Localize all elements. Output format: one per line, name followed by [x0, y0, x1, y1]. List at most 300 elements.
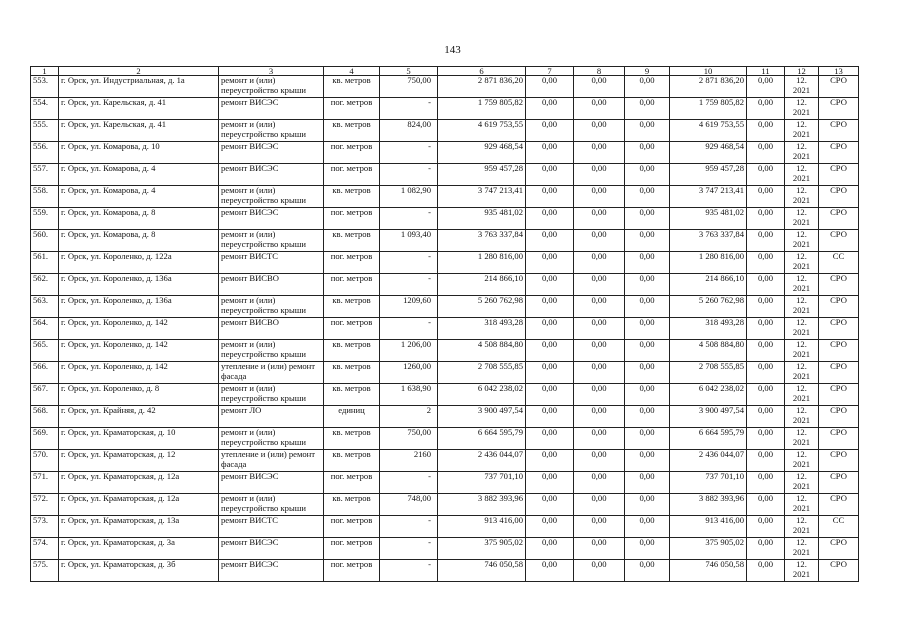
deadline-cell: 12. 2021: [785, 362, 819, 384]
method-cell: СРО: [819, 538, 859, 560]
quantity-cell: -: [380, 318, 438, 340]
unit-cell: кв. метров: [324, 494, 380, 516]
work-type-cell: ремонт и (или) переустройство крыши: [219, 384, 324, 406]
cost-cell: 913 416,00: [670, 516, 747, 538]
unit-cell: пог. метров: [324, 318, 380, 340]
value-cell: 0,00: [747, 164, 785, 186]
value-cell: 0,00: [526, 560, 574, 582]
value-cell: 0,00: [747, 560, 785, 582]
row-number: 559.: [31, 208, 59, 230]
table-row: [31, 494, 859, 516]
col-header: 7: [526, 67, 574, 76]
total-cost-cell: 6 042 238,02: [438, 384, 526, 406]
value-cell: 0,00: [574, 362, 625, 384]
unit-cell: кв. метров: [324, 120, 380, 142]
table-row: [31, 318, 859, 340]
value-cell: 0,00: [747, 98, 785, 120]
method-cell: СРО: [819, 340, 859, 362]
value-cell: 0,00: [574, 560, 625, 582]
value-cell: 0,00: [574, 538, 625, 560]
method-cell: СРО: [819, 362, 859, 384]
value-cell: 0,00: [574, 318, 625, 340]
address-cell: г. Орск, ул. Короленко, д. 142: [59, 318, 219, 340]
value-cell: 0,00: [526, 274, 574, 296]
unit-cell: кв. метров: [324, 340, 380, 362]
quantity-cell: 1 206,00: [380, 340, 438, 362]
unit-cell: единиц: [324, 406, 380, 428]
unit-cell: кв. метров: [324, 186, 380, 208]
cost-cell: 3 763 337,84: [670, 230, 747, 252]
method-cell: СРО: [819, 164, 859, 186]
quantity-cell: 1 093,40: [380, 230, 438, 252]
unit-cell: кв. метров: [324, 450, 380, 472]
quantity-cell: 2: [380, 406, 438, 428]
row-number: 560.: [31, 230, 59, 252]
row-number: 567.: [31, 384, 59, 406]
value-cell: 0,00: [526, 362, 574, 384]
unit-cell: кв. метров: [324, 230, 380, 252]
deadline-cell: 12. 2021: [785, 142, 819, 164]
deadline-cell: 12. 2021: [785, 296, 819, 318]
total-cost-cell: 3 747 213,41: [438, 186, 526, 208]
value-cell: 0,00: [625, 428, 670, 450]
deadline-cell: 12. 2021: [785, 516, 819, 538]
quantity-cell: 1 638,90: [380, 384, 438, 406]
quantity-cell: 2160: [380, 450, 438, 472]
total-cost-cell: 2 436 044,07: [438, 450, 526, 472]
value-cell: 0,00: [574, 120, 625, 142]
work-type-cell: ремонт ВИСЭС: [219, 538, 324, 560]
value-cell: 0,00: [625, 494, 670, 516]
value-cell: 0,00: [526, 450, 574, 472]
col-header: 9: [625, 67, 670, 76]
method-cell: СРО: [819, 384, 859, 406]
deadline-cell: 12. 2021: [785, 120, 819, 142]
deadline-cell: 12. 2021: [785, 98, 819, 120]
value-cell: 0,00: [526, 208, 574, 230]
deadline-cell: 12. 2021: [785, 252, 819, 274]
value-cell: 0,00: [625, 142, 670, 164]
quantity-cell: 750,00: [380, 76, 438, 98]
row-number: 557.: [31, 164, 59, 186]
work-type-cell: ремонт ВИСВО: [219, 274, 324, 296]
value-cell: 0,00: [574, 384, 625, 406]
value-cell: 0,00: [747, 120, 785, 142]
address-cell: г. Орск, ул. Краматорская, д. 3а: [59, 538, 219, 560]
table-row: [31, 98, 859, 120]
unit-cell: пог. метров: [324, 560, 380, 582]
value-cell: 0,00: [625, 76, 670, 98]
cost-cell: 5 260 762,98: [670, 296, 747, 318]
method-cell: СРО: [819, 494, 859, 516]
repair-plan-table: [30, 66, 859, 582]
value-cell: 0,00: [625, 560, 670, 582]
total-cost-cell: 3 882 393,96: [438, 494, 526, 516]
cost-cell: 2 708 555,85: [670, 362, 747, 384]
row-number: 554.: [31, 98, 59, 120]
unit-cell: пог. метров: [324, 274, 380, 296]
method-cell: СРО: [819, 406, 859, 428]
table-row: [31, 538, 859, 560]
total-cost-cell: 375 905,02: [438, 538, 526, 560]
method-cell: СРО: [819, 230, 859, 252]
table-row: [31, 76, 859, 98]
value-cell: 0,00: [526, 296, 574, 318]
total-cost-cell: 929 468,54: [438, 142, 526, 164]
col-header: 6: [438, 67, 526, 76]
quantity-cell: 1 082,90: [380, 186, 438, 208]
value-cell: 0,00: [526, 472, 574, 494]
address-cell: г. Орск, ул. Короленко, д. 142: [59, 340, 219, 362]
cost-cell: 746 050,58: [670, 560, 747, 582]
value-cell: 0,00: [625, 340, 670, 362]
value-cell: 0,00: [625, 362, 670, 384]
value-cell: 0,00: [526, 252, 574, 274]
quantity-cell: -: [380, 164, 438, 186]
value-cell: 0,00: [747, 472, 785, 494]
method-cell: СРО: [819, 472, 859, 494]
table-row: [31, 362, 859, 384]
address-cell: г. Орск, ул. Индустриальная, д. 1а: [59, 76, 219, 98]
total-cost-cell: 1 759 805,82: [438, 98, 526, 120]
work-type-cell: утепление и (или) ремонт фасада: [219, 450, 324, 472]
value-cell: 0,00: [747, 494, 785, 516]
value-cell: 0,00: [625, 230, 670, 252]
address-cell: г. Орск, ул. Крайняя, д. 42: [59, 406, 219, 428]
deadline-cell: 12. 2021: [785, 164, 819, 186]
table-row: [31, 274, 859, 296]
cost-cell: 935 481,02: [670, 208, 747, 230]
value-cell: 0,00: [526, 120, 574, 142]
quantity-cell: -: [380, 516, 438, 538]
col-header: 13: [819, 67, 859, 76]
total-cost-cell: 214 866,10: [438, 274, 526, 296]
value-cell: 0,00: [574, 494, 625, 516]
cost-cell: 318 493,28: [670, 318, 747, 340]
value-cell: 0,00: [574, 76, 625, 98]
value-cell: 0,00: [526, 76, 574, 98]
total-cost-cell: 935 481,02: [438, 208, 526, 230]
col-header: 11: [747, 67, 785, 76]
work-type-cell: ремонт ВИСТС: [219, 252, 324, 274]
work-type-cell: ремонт ВИСЭС: [219, 142, 324, 164]
unit-cell: кв. метров: [324, 362, 380, 384]
deadline-cell: 12. 2021: [785, 406, 819, 428]
deadline-cell: 12. 2021: [785, 208, 819, 230]
quantity-cell: 1209,60: [380, 296, 438, 318]
total-cost-cell: 2 871 836,20: [438, 76, 526, 98]
col-header: 8: [574, 67, 625, 76]
table-row: [31, 230, 859, 252]
total-cost-cell: 4 619 753,55: [438, 120, 526, 142]
cost-cell: 375 905,02: [670, 538, 747, 560]
row-number: 565.: [31, 340, 59, 362]
quantity-cell: -: [380, 98, 438, 120]
value-cell: 0,00: [526, 98, 574, 120]
unit-cell: кв. метров: [324, 76, 380, 98]
value-cell: 0,00: [625, 450, 670, 472]
method-cell: СРО: [819, 98, 859, 120]
value-cell: 0,00: [526, 186, 574, 208]
method-cell: СРО: [819, 560, 859, 582]
quantity-cell: -: [380, 208, 438, 230]
value-cell: 0,00: [526, 428, 574, 450]
value-cell: 0,00: [574, 516, 625, 538]
value-cell: 0,00: [625, 252, 670, 274]
row-number: 555.: [31, 120, 59, 142]
quantity-cell: -: [380, 142, 438, 164]
cost-cell: 214 866,10: [670, 274, 747, 296]
method-cell: СС: [819, 516, 859, 538]
table-row: [31, 296, 859, 318]
total-cost-cell: 3 763 337,84: [438, 230, 526, 252]
deadline-cell: 12. 2021: [785, 274, 819, 296]
unit-cell: кв. метров: [324, 384, 380, 406]
work-type-cell: ремонт ВИСЭС: [219, 560, 324, 582]
cost-cell: 6 042 238,02: [670, 384, 747, 406]
table-row: [31, 186, 859, 208]
value-cell: 0,00: [747, 362, 785, 384]
deadline-cell: 12. 2021: [785, 186, 819, 208]
row-number: 569.: [31, 428, 59, 450]
value-cell: 0,00: [747, 252, 785, 274]
deadline-cell: 12. 2021: [785, 450, 819, 472]
work-type-cell: ремонт ЛО: [219, 406, 324, 428]
total-cost-cell: 6 664 595,79: [438, 428, 526, 450]
address-cell: г. Орск, ул. Карельская, д. 41: [59, 98, 219, 120]
value-cell: 0,00: [625, 516, 670, 538]
deadline-cell: 12. 2021: [785, 538, 819, 560]
value-cell: 0,00: [574, 340, 625, 362]
value-cell: 0,00: [747, 76, 785, 98]
row-number: 573.: [31, 516, 59, 538]
method-cell: СРО: [819, 142, 859, 164]
table-row: [31, 406, 859, 428]
quantity-cell: -: [380, 252, 438, 274]
address-cell: г. Орск, ул. Короленко, д. 136а: [59, 274, 219, 296]
address-cell: г. Орск, ул. Короленко, д. 8: [59, 384, 219, 406]
row-number: 558.: [31, 186, 59, 208]
work-type-cell: ремонт и (или) переустройство крыши: [219, 428, 324, 450]
address-cell: г. Орск, ул. Короленко, д. 136а: [59, 296, 219, 318]
table-row: [31, 428, 859, 450]
address-cell: г. Орск, ул. Короленко, д. 142: [59, 362, 219, 384]
work-type-cell: ремонт и (или) переустройство крыши: [219, 296, 324, 318]
total-cost-cell: 3 900 497,54: [438, 406, 526, 428]
value-cell: 0,00: [747, 384, 785, 406]
col-header: 3: [219, 67, 324, 76]
work-type-cell: ремонт и (или) переустройство крыши: [219, 230, 324, 252]
value-cell: 0,00: [747, 186, 785, 208]
value-cell: 0,00: [625, 472, 670, 494]
value-cell: 0,00: [574, 230, 625, 252]
value-cell: 0,00: [526, 516, 574, 538]
value-cell: 0,00: [526, 340, 574, 362]
table-row: [31, 120, 859, 142]
work-type-cell: ремонт ВИСЭС: [219, 98, 324, 120]
cost-cell: 6 664 595,79: [670, 428, 747, 450]
value-cell: 0,00: [747, 450, 785, 472]
quantity-cell: 748,00: [380, 494, 438, 516]
work-type-cell: ремонт и (или) переустройство крыши: [219, 340, 324, 362]
row-number: 570.: [31, 450, 59, 472]
table-row: [31, 516, 859, 538]
address-cell: г. Орск, ул. Краматорская, д. 12: [59, 450, 219, 472]
row-number: 575.: [31, 560, 59, 582]
column-number-row: [31, 67, 859, 76]
deadline-cell: 12. 2021: [785, 318, 819, 340]
row-number: 556.: [31, 142, 59, 164]
col-header: 12: [785, 67, 819, 76]
unit-cell: пог. метров: [324, 98, 380, 120]
cost-cell: 3 900 497,54: [670, 406, 747, 428]
address-cell: г. Орск, ул. Комарова, д. 4: [59, 164, 219, 186]
value-cell: 0,00: [625, 120, 670, 142]
value-cell: 0,00: [747, 230, 785, 252]
table-row: [31, 252, 859, 274]
value-cell: 0,00: [526, 494, 574, 516]
value-cell: 0,00: [747, 274, 785, 296]
cost-cell: 4 508 884,80: [670, 340, 747, 362]
table-row: [31, 208, 859, 230]
work-type-cell: утепление и (или) ремонт фасада: [219, 362, 324, 384]
value-cell: 0,00: [747, 296, 785, 318]
method-cell: СРО: [819, 296, 859, 318]
value-cell: 0,00: [747, 340, 785, 362]
value-cell: 0,00: [574, 274, 625, 296]
table-row: [31, 384, 859, 406]
row-number: 571.: [31, 472, 59, 494]
value-cell: 0,00: [747, 516, 785, 538]
unit-cell: пог. метров: [324, 208, 380, 230]
method-cell: СРО: [819, 120, 859, 142]
address-cell: г. Орск, ул. Краматорская, д. 12а: [59, 494, 219, 516]
row-number: 563.: [31, 296, 59, 318]
value-cell: 0,00: [747, 428, 785, 450]
quantity-cell: 750,00: [380, 428, 438, 450]
unit-cell: кв. метров: [324, 428, 380, 450]
value-cell: 0,00: [574, 472, 625, 494]
work-type-cell: ремонт и (или) переустройство крыши: [219, 76, 324, 98]
row-number: 562.: [31, 274, 59, 296]
method-cell: СС: [819, 252, 859, 274]
cost-cell: 737 701,10: [670, 472, 747, 494]
work-type-cell: ремонт ВИСЭС: [219, 164, 324, 186]
col-header: 10: [670, 67, 747, 76]
total-cost-cell: 318 493,28: [438, 318, 526, 340]
method-cell: СРО: [819, 318, 859, 340]
method-cell: СРО: [819, 274, 859, 296]
deadline-cell: 12. 2021: [785, 494, 819, 516]
page-number: 143: [444, 44, 461, 56]
col-header: 1: [31, 67, 59, 76]
table-row: [31, 450, 859, 472]
work-type-cell: ремонт ВИСВО: [219, 318, 324, 340]
deadline-cell: 12. 2021: [785, 76, 819, 98]
unit-cell: пог. метров: [324, 538, 380, 560]
value-cell: 0,00: [574, 450, 625, 472]
deadline-cell: 12. 2021: [785, 428, 819, 450]
table-row: [31, 472, 859, 494]
value-cell: 0,00: [625, 318, 670, 340]
total-cost-cell: 746 050,58: [438, 560, 526, 582]
row-number: 561.: [31, 252, 59, 274]
value-cell: 0,00: [574, 208, 625, 230]
work-type-cell: ремонт ВИСЭС: [219, 472, 324, 494]
unit-cell: пог. метров: [324, 516, 380, 538]
address-cell: г. Орск, ул. Комарова, д. 8: [59, 208, 219, 230]
cost-cell: 3 882 393,96: [670, 494, 747, 516]
total-cost-cell: 2 708 555,85: [438, 362, 526, 384]
value-cell: 0,00: [625, 538, 670, 560]
row-number: 572.: [31, 494, 59, 516]
value-cell: 0,00: [526, 164, 574, 186]
cost-cell: 1 759 805,82: [670, 98, 747, 120]
total-cost-cell: 5 260 762,98: [438, 296, 526, 318]
method-cell: СРО: [819, 450, 859, 472]
value-cell: 0,00: [574, 296, 625, 318]
quantity-cell: -: [380, 560, 438, 582]
value-cell: 0,00: [574, 186, 625, 208]
value-cell: 0,00: [747, 318, 785, 340]
work-type-cell: ремонт ВИСЭС: [219, 208, 324, 230]
value-cell: 0,00: [625, 384, 670, 406]
value-cell: 0,00: [625, 164, 670, 186]
value-cell: 0,00: [747, 142, 785, 164]
deadline-cell: 12. 2021: [785, 230, 819, 252]
row-number: 566.: [31, 362, 59, 384]
value-cell: 0,00: [625, 274, 670, 296]
method-cell: СРО: [819, 428, 859, 450]
method-cell: СРО: [819, 208, 859, 230]
value-cell: 0,00: [526, 142, 574, 164]
value-cell: 0,00: [747, 538, 785, 560]
col-header: 5: [380, 67, 438, 76]
work-type-cell: ремонт ВИСТС: [219, 516, 324, 538]
total-cost-cell: 737 701,10: [438, 472, 526, 494]
value-cell: 0,00: [574, 428, 625, 450]
quantity-cell: 1260,00: [380, 362, 438, 384]
address-cell: г. Орск, ул. Комарова, д. 4: [59, 186, 219, 208]
value-cell: 0,00: [574, 142, 625, 164]
address-cell: г. Орск, ул. Краматорская, д. 3б: [59, 560, 219, 582]
cost-cell: 3 747 213,41: [670, 186, 747, 208]
cost-cell: 2 871 836,20: [670, 76, 747, 98]
value-cell: 0,00: [526, 318, 574, 340]
value-cell: 0,00: [625, 186, 670, 208]
value-cell: 0,00: [526, 384, 574, 406]
total-cost-cell: 913 416,00: [438, 516, 526, 538]
unit-cell: пог. метров: [324, 472, 380, 494]
work-type-cell: ремонт и (или) переустройство крыши: [219, 186, 324, 208]
cost-cell: 929 468,54: [670, 142, 747, 164]
row-number: 574.: [31, 538, 59, 560]
col-header: 4: [324, 67, 380, 76]
quantity-cell: -: [380, 538, 438, 560]
deadline-cell: 12. 2021: [785, 472, 819, 494]
value-cell: 0,00: [747, 406, 785, 428]
value-cell: 0,00: [574, 98, 625, 120]
address-cell: г. Орск, ул. Комарова, д. 8: [59, 230, 219, 252]
work-type-cell: ремонт и (или) переустройство крыши: [219, 120, 324, 142]
address-cell: г. Орск, ул. Карельская, д. 41: [59, 120, 219, 142]
address-cell: г. Орск, ул. Короленко, д. 122а: [59, 252, 219, 274]
cost-cell: 1 280 816,00: [670, 252, 747, 274]
deadline-cell: 12. 2021: [785, 384, 819, 406]
method-cell: СРО: [819, 76, 859, 98]
table-row: [31, 560, 859, 582]
deadline-cell: 12. 2021: [785, 560, 819, 582]
